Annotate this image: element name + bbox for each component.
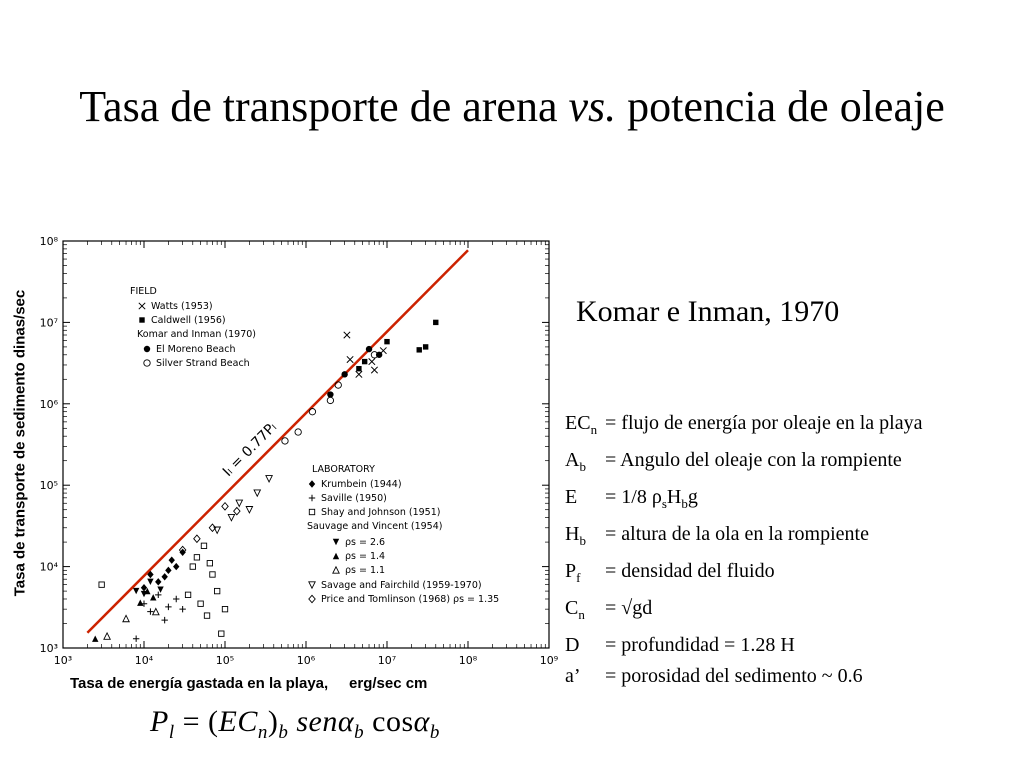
x-tick-label: 10³	[53, 654, 73, 667]
legend-marker	[144, 346, 150, 352]
data-point	[236, 500, 242, 506]
legend-label: Saville (1950)	[321, 493, 387, 504]
data-point	[384, 339, 389, 344]
data-point	[327, 391, 333, 397]
x-tick-label: 10⁹	[539, 654, 559, 667]
x-tick-label: 10⁴	[134, 654, 154, 667]
data-point	[155, 578, 161, 585]
data-point	[433, 320, 438, 325]
data-point	[228, 514, 234, 520]
data-point	[309, 408, 315, 414]
data-point	[185, 592, 190, 597]
data-point	[219, 631, 224, 636]
data-point	[207, 561, 212, 566]
definition-row: $H_b$ = altura de la ola en la rompiente	[565, 523, 869, 548]
y-axis-label-text: Tasa de transporte de sedimento dinas/sec	[11, 289, 29, 597]
data-point	[335, 382, 341, 388]
data-point	[179, 606, 185, 612]
data-point	[222, 503, 228, 510]
slide-title: Tasa de transporte de arena vs. potencia de oleaje	[79, 82, 945, 131]
data-point	[173, 563, 179, 570]
data-point	[133, 636, 139, 642]
legend-title-field: FIELD	[130, 286, 157, 297]
data-point	[282, 438, 288, 444]
definition-row: $A_b$ = Angulo del oleaje con la rompiente	[565, 449, 902, 474]
data-point	[133, 588, 139, 594]
legend-label: El Moreno Beach	[156, 344, 236, 355]
data-point	[246, 507, 252, 513]
legend-label: Price and Tomlinson (1968) ρs = 1.35	[321, 594, 500, 605]
legend-label: ρs = 1.1	[345, 565, 386, 576]
definition-row: a’ = porosidad del sedimento ~ 0.6	[565, 665, 863, 687]
data-point	[198, 601, 203, 606]
legend-label: Krumbein (1944)	[321, 479, 402, 490]
legend-label: Caldwell (1956)	[151, 315, 226, 326]
data-point	[194, 535, 200, 542]
y-tick-label: 10⁴	[39, 560, 58, 574]
definition-row: $C_n$ = √gd	[565, 597, 653, 622]
definition-row: E = 1/8 $\rho_sH_bg$	[565, 486, 698, 511]
y-tick-label: 10⁸	[39, 235, 58, 248]
definition-row: $EC_n$ = flujo de energía por oleaje en la playa	[565, 412, 923, 437]
y-tick-label: 10³	[39, 642, 58, 655]
definitions-list	[565, 408, 922, 692]
fit-label: Iₗ = 0.77Pₗ	[219, 419, 280, 480]
data-point	[423, 344, 428, 349]
data-point	[190, 564, 195, 569]
legend-label: ρs = 1.4	[345, 551, 386, 562]
data-point	[104, 633, 110, 639]
legend-subhead: Sauvage and Vincent (1954)	[307, 521, 443, 532]
data-point	[179, 549, 185, 556]
data-point	[92, 636, 98, 642]
data-point	[356, 366, 361, 371]
x-tick-label: 10⁷	[377, 654, 397, 667]
legend-marker	[333, 539, 339, 545]
legend-label: Watts (1953)	[151, 301, 213, 312]
legend-marker	[309, 509, 314, 514]
data-point	[344, 332, 350, 338]
data-point	[147, 579, 153, 585]
y-tick-label: 10⁵	[39, 479, 58, 493]
legend-marker	[139, 303, 145, 309]
data-point	[295, 429, 301, 435]
data-point	[234, 507, 240, 514]
x-tick-label: 10⁶	[296, 654, 316, 667]
data-point	[194, 555, 199, 560]
data-point	[137, 600, 143, 606]
data-point	[341, 371, 347, 377]
legend-marker	[309, 595, 315, 602]
data-point	[327, 397, 333, 403]
data-point	[201, 543, 206, 548]
data-point	[161, 617, 167, 623]
legend-subhead: Komar and Inman (1970)	[137, 329, 256, 340]
data-point	[369, 358, 375, 364]
x-tick-label: 10⁵	[215, 654, 235, 667]
legend-label: Silver Strand Beach	[156, 358, 250, 369]
data-point	[210, 572, 215, 577]
x-tick-label: 10⁸	[458, 654, 478, 667]
data-point	[254, 490, 260, 496]
x-axis-label: Tasa de energía gastada en la playa, erg/sec cm	[70, 675, 428, 692]
data-point	[165, 567, 171, 574]
data-point	[99, 582, 104, 587]
fit-line	[87, 250, 468, 632]
data-point	[161, 573, 167, 580]
legend-label: Shay and Johnson (1951)	[321, 507, 441, 518]
y-tick-label: 10⁶	[39, 397, 58, 411]
data-point	[362, 359, 367, 364]
legend-label: ρs = 2.6	[345, 537, 386, 548]
data-point	[123, 615, 129, 621]
data-point	[356, 371, 362, 377]
y-tick-label: 10⁷	[39, 316, 58, 330]
legend-marker	[144, 360, 150, 366]
data-point	[173, 596, 179, 602]
legend-title-lab: LABORATORY	[312, 464, 375, 475]
formula: $P_l = (EC_n)_b$ senα$_b$ cosα$_b$	[150, 705, 440, 743]
data-point	[169, 556, 175, 563]
legend-marker	[309, 582, 315, 588]
definition-row: D = profundidad = 1.28 H	[565, 634, 795, 656]
data-point	[347, 356, 353, 362]
data-point	[222, 606, 227, 611]
data-point	[366, 346, 372, 352]
data-point	[165, 604, 171, 610]
citation: Komar e Inman, 1970	[576, 295, 840, 328]
legend-marker	[309, 480, 315, 487]
legend-marker	[333, 553, 339, 559]
legend-marker	[309, 495, 315, 501]
data-point	[266, 476, 272, 482]
legend-marker	[139, 317, 144, 322]
data-point	[417, 347, 422, 352]
definition-row: $P_f$ = densidad del fluido	[565, 560, 775, 585]
legend-label: Savage and Fairchild (1959-1970)	[321, 580, 482, 591]
data-point	[204, 613, 209, 618]
data-point	[214, 588, 219, 593]
data-point	[371, 367, 377, 373]
legend-marker	[333, 567, 339, 573]
